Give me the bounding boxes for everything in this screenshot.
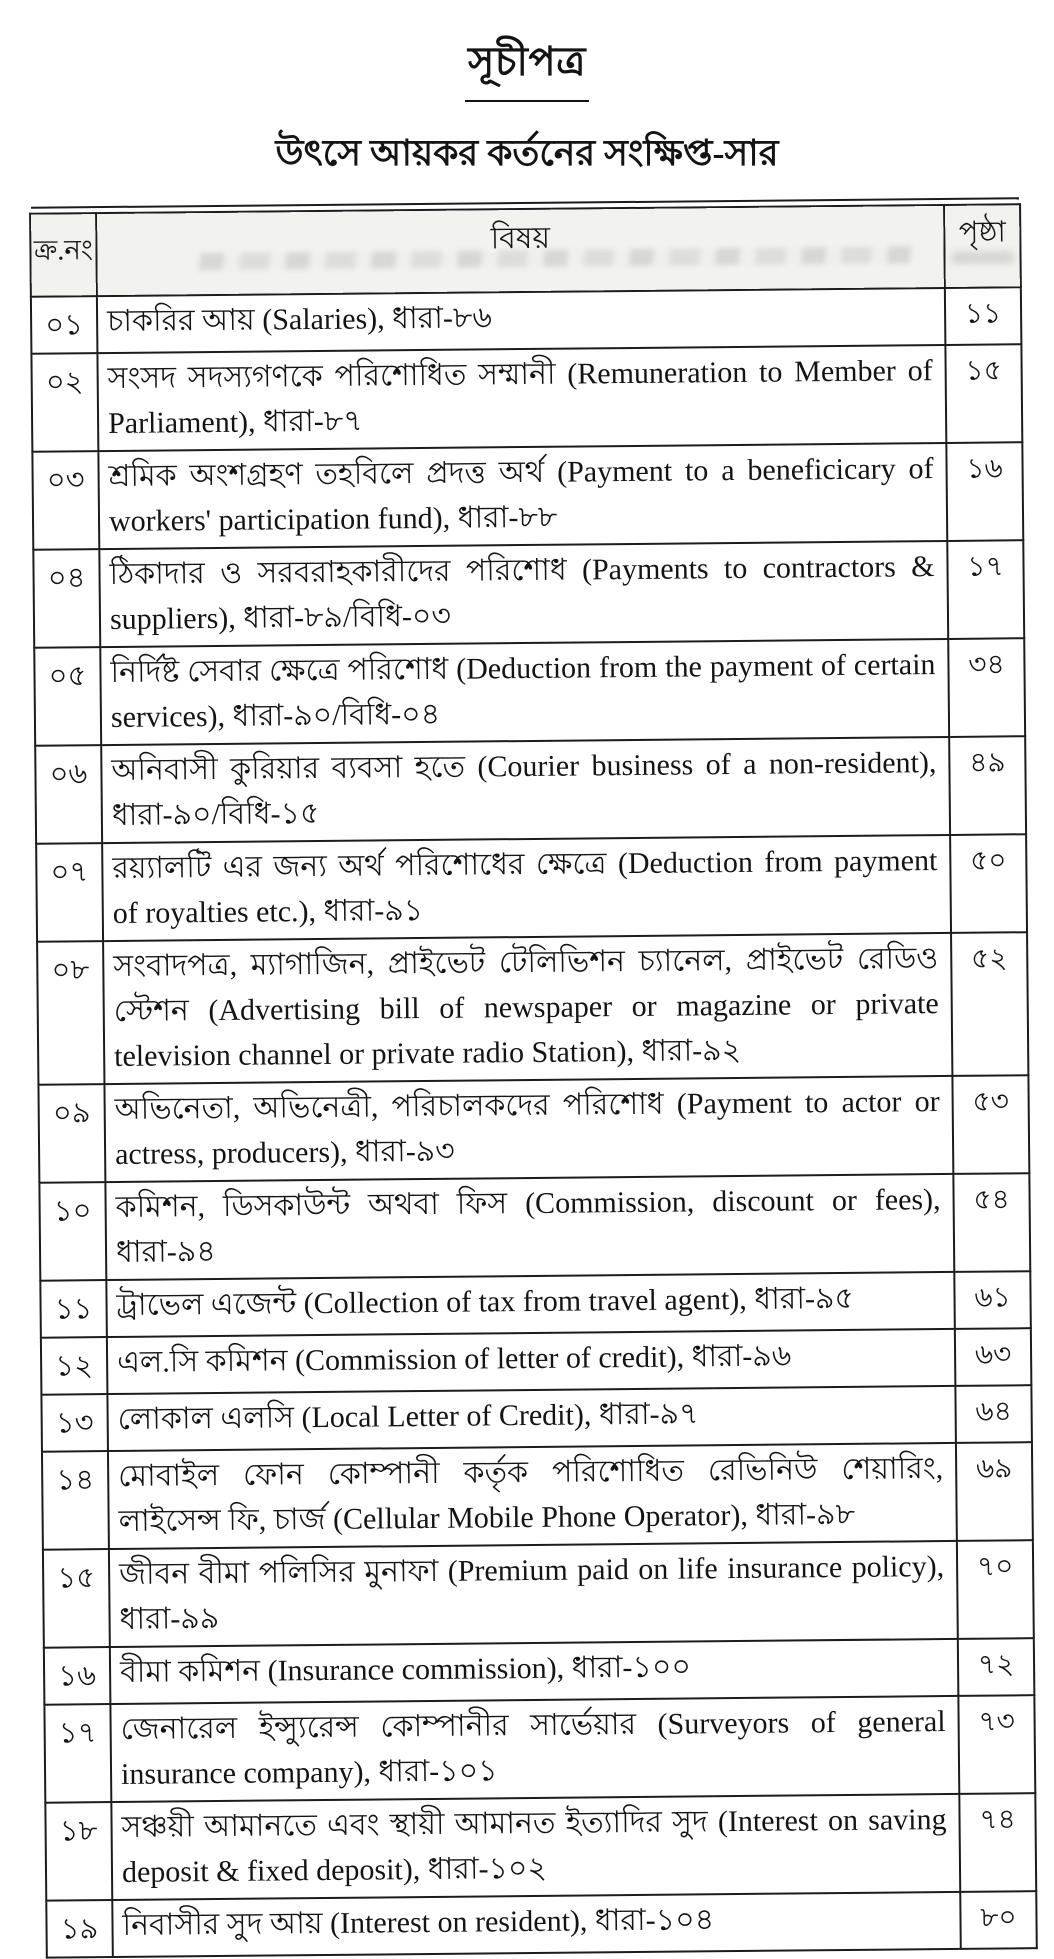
row-serial-no: ১৬: [44, 1647, 111, 1705]
table-row: [46, 1891, 1037, 1958]
row-page-no: ১৫: [945, 344, 1022, 443]
table-row: [37, 932, 1028, 1084]
row-serial-no: ০৩: [32, 451, 99, 550]
row-page-no: ১৬: [946, 442, 1023, 541]
row-page-no: ৫৪: [953, 1173, 1030, 1272]
table-row: [31, 344, 1022, 451]
row-serial-no: ০১: [31, 296, 98, 354]
row-serial-no: ১৫: [43, 1549, 110, 1648]
table-row: [36, 834, 1027, 941]
table-row: [44, 1638, 1035, 1705]
row-page-no: ৫৩: [952, 1075, 1029, 1174]
table-row: [32, 442, 1023, 549]
row-subject: নিবাসীর সুদ আয় (Interest on resident), ধারা-১০৪: [112, 1892, 961, 1957]
row-page-no: ৭২: [958, 1638, 1035, 1696]
row-page-no: ৭৩: [958, 1695, 1035, 1794]
header-subject: বিষয়: [96, 205, 945, 296]
row-serial-no: ০৯: [38, 1084, 105, 1183]
page-title: [0, 30, 1054, 102]
table-row: [40, 1271, 1031, 1338]
row-subject: সঞ্চয়ী আমানতে এবং স্থায়ী আমানত ইত্যাদির সুদ (Interest on saving deposit & fixed deposit), ধারা-১০২: [111, 1794, 960, 1900]
row-subject: মোবাইল ফোন কোম্পানী কর্তৃক পরিশোধিত রেভিনিউ শেয়ারিং, লাইসেন্স ফি, চার্জ (Cellular Mobile Phone Operator), ধারা-৯৮: [108, 1443, 957, 1549]
row-serial-no: ০২: [31, 353, 98, 452]
row-serial-no: ০৭: [36, 843, 103, 942]
row-subject: রয়্যালটি এর জন্য অর্থ পরিশোধের ক্ষেত্রে (Deduction from payment of royalties etc.), ধারা-৯১: [102, 835, 951, 941]
toc-table-wrap: [29, 197, 1038, 1958]
row-subject: জীবন বীমা পলিসির মুনাফা (Premium paid on life insurance policy), ধারা-৯৯: [109, 1541, 958, 1647]
row-page-no: ৫০: [950, 834, 1027, 933]
row-page-no: ১৭: [947, 540, 1024, 639]
row-page-no: ৪৯: [949, 736, 1026, 835]
row-subject: সংসদ সদস্যগণকে পরিশোধিত সম্মানী (Remuneration to Member of Parliament), ধারা-৮৭: [97, 345, 946, 451]
row-page-no: ৭৪: [959, 1793, 1036, 1892]
row-subject: এল.সি কমিশন (Commission of letter of credit), ধারা-৯৬: [107, 1329, 956, 1394]
page-title-text: সূচীপত্র: [465, 30, 589, 102]
table-row: [45, 1793, 1036, 1900]
row-subject: কমিশন, ডিসকাউন্ট অথবা ফিস (Commission, discount or fees), ধারা-৯৪: [105, 1174, 954, 1280]
page-subtitle: উৎসে আয়কর কর্তনের সংক্ষিপ্ত-সার: [275, 133, 779, 173]
row-page-no: ৫২: [951, 932, 1028, 1076]
row-serial-no: ১৪: [42, 1451, 109, 1550]
table-row: [33, 540, 1024, 647]
row-serial-no: ১৩: [41, 1394, 108, 1452]
row-page-no: ৬৪: [955, 1385, 1032, 1443]
row-subject: জেনারেল ইন্স্যুরেন্স কোম্পানীর সার্ভেয়ার (Surveyors of general insurance company), ধারা-১০১: [110, 1696, 959, 1802]
row-subject: অভিনেতা, অভিনেত্রী, পরিচালকদের পরিশোধ (Payment to actor or actress, producers), ধারা-৯৩: [104, 1076, 953, 1182]
row-serial-no: ০৮: [37, 941, 104, 1085]
table-row: [38, 1075, 1029, 1182]
row-subject: ঠিকাদার ও সরবরাহকারীদের পরিশোধ (Payments to contractors & suppliers), ধারা-৮৯/বিধি-০৩: [99, 541, 948, 647]
header-page-no: পৃষ্ঠা: [944, 204, 1021, 288]
row-serial-no: ০৬: [35, 745, 102, 844]
table-row: [42, 1442, 1033, 1549]
row-subject: চাকরির আয় (Salaries), ধারা-৮৬: [97, 288, 946, 353]
table-row: [34, 638, 1025, 745]
table-row: [31, 287, 1022, 354]
row-subject: নির্দিষ্ট সেবার ক্ষেত্রে পরিশোধ (Deduction from the payment of certain services), ধারা-৯০/বিধি-০৪: [100, 639, 949, 745]
row-page-no: ৬৯: [956, 1442, 1033, 1541]
row-serial-no: ১১: [40, 1280, 107, 1338]
row-serial-no: ১৮: [45, 1802, 112, 1901]
row-subject: লোকাল এলসি (Local Letter of Credit), ধারা-৯৭: [107, 1386, 956, 1451]
row-serial-no: ১৭: [44, 1704, 111, 1803]
row-subject: ট্রাভেল এজেন্ট (Collection of tax from travel agent), ধারা-৯৫: [106, 1272, 955, 1337]
row-serial-no: ০৪: [33, 549, 100, 648]
row-page-no: ৩৪: [948, 638, 1025, 737]
row-page-no: ৮০: [960, 1891, 1037, 1949]
row-page-no: ৬৩: [955, 1328, 1032, 1386]
table-row: [43, 1540, 1034, 1647]
row-subject: শ্রমিক অংশগ্রহণ তহবিলে প্রদত্ত অর্থ (Payment to a beneficicary of workers' participation fund), ধারা-৮৮: [98, 443, 947, 549]
row-subject: সংবাদপত্র, ম্যাগাজিন, প্রাইভেট টেলিভিশন চ্যানেল, প্রাইভেট রেডিও স্টেশন (Advertising bill of newspaper or magazine or private television channel or private radio Station), ধারা-৯২: [103, 933, 952, 1084]
row-serial-no: ১০: [39, 1182, 106, 1281]
table-row: [39, 1173, 1030, 1280]
table-row: [44, 1695, 1035, 1802]
row-subject: অনিবাসী কুরিয়ার ব্যবসা হতে (Courier business of a non-resident), ধারা-৯০/বিধি-১৫: [101, 737, 950, 843]
table-row: [41, 1385, 1032, 1452]
table-row: [41, 1328, 1032, 1395]
row-subject: বীমা কমিশন (Insurance commission), ধারা-১০০: [110, 1639, 959, 1704]
row-page-no: ৬১: [954, 1271, 1031, 1329]
header-serial-no: ক্র.নং: [30, 213, 97, 297]
toc-table: [29, 203, 1038, 1958]
row-serial-no: ০৫: [34, 647, 101, 746]
scanned-toc-page: [0, 30, 1054, 1946]
row-serial-no: ১৯: [46, 1900, 113, 1958]
row-serial-no: ১২: [41, 1337, 108, 1395]
row-page-no: ১১: [945, 287, 1022, 345]
table-row: [35, 736, 1026, 843]
table-header-row: [30, 204, 1021, 296]
row-page-no: ৭০: [957, 1540, 1034, 1639]
